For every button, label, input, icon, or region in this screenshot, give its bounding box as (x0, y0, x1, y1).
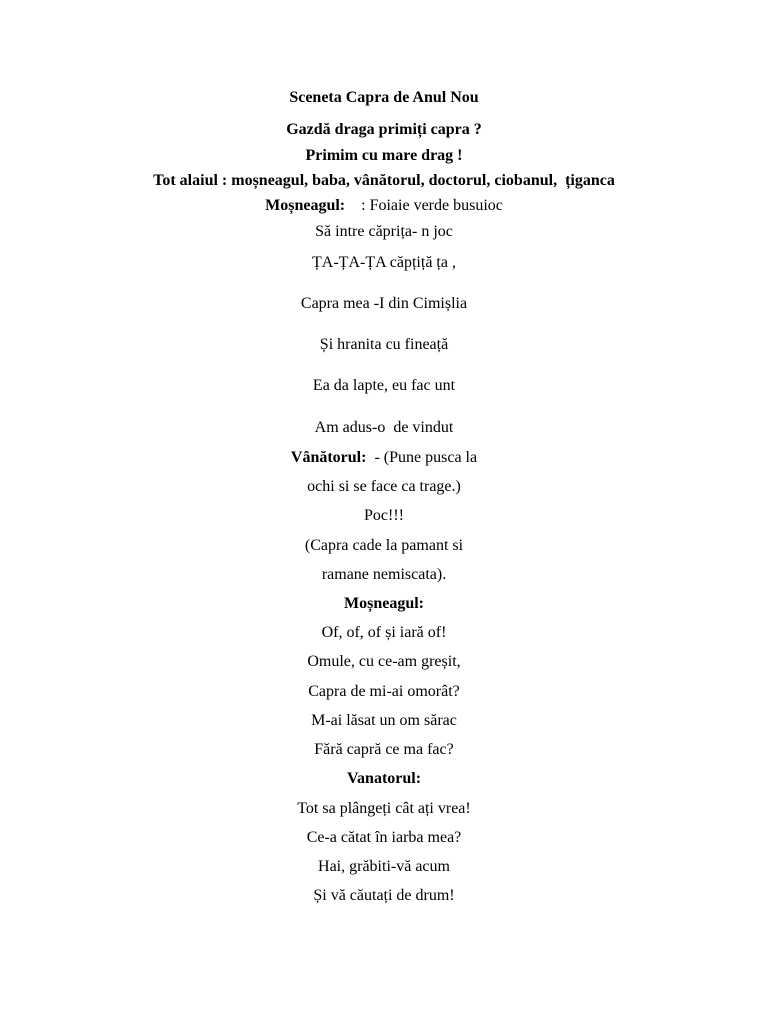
verse-line: Capra de mi-ai omorât? (308, 683, 460, 700)
verse-line: Și hranita cu fineață (319, 336, 449, 353)
stage-direction: (Capra cade la pamant si (304, 537, 464, 554)
stage-direction: ochi si se face ca trage.) (307, 478, 461, 495)
cast-list: Tot alaiul : moșneagul, baba, vânătorul, doctorul, ciobanul, țiganca (153, 172, 615, 189)
verse-line: Of, of, of și iară of! (321, 624, 447, 641)
verse-line: ȚA-ȚA-ȚA căpțiță ța , (312, 254, 456, 271)
verse-line: : Foiaie verde busuioc (345, 197, 503, 214)
verse-line: Omule, cu ce-am greșit, (307, 653, 461, 670)
stage-direction: ramane nemiscata). (321, 566, 447, 583)
verse-line: Ea da lapte, eu fac unt (312, 377, 456, 394)
verse-line: Poc!!! (364, 507, 404, 524)
verse-line: Fără capră ce ma fac? (314, 741, 454, 758)
speaker-name: Vânătorul: (290, 449, 367, 466)
verse-line: Capra mea -I din Cimișlia (300, 295, 468, 312)
verse-line: Și vă căutați de drum! (313, 887, 455, 904)
speaker-name: Vanatorul: (346, 770, 422, 787)
verse-line: Ce-a cătat în iarba mea? (306, 829, 462, 846)
speaker-name: Moșneagul: (344, 595, 424, 612)
verse-line: Hai, grăbiti-vă acum (318, 858, 450, 875)
verse-line: M-ai lăsat un om sărac (311, 712, 457, 729)
document-title: Sceneta Capra de Anul Nou (289, 89, 479, 106)
stage-direction: - (Pune pusca la (366, 449, 478, 466)
speaker-line (0, 196, 768, 216)
dialogue-line: Gazdă draga primiți capra ? (286, 121, 482, 138)
verse-line: Să intre căprița- n joc (315, 223, 453, 240)
verse-line: Tot sa plângeți cât ați vrea! (297, 800, 471, 817)
verse-line: Am adus-o de vindut (314, 419, 454, 436)
dialogue-line: Primim cu mare drag ! (305, 147, 463, 164)
speaker-name: Moșneagul: (265, 197, 346, 214)
speaker-line (0, 448, 768, 468)
